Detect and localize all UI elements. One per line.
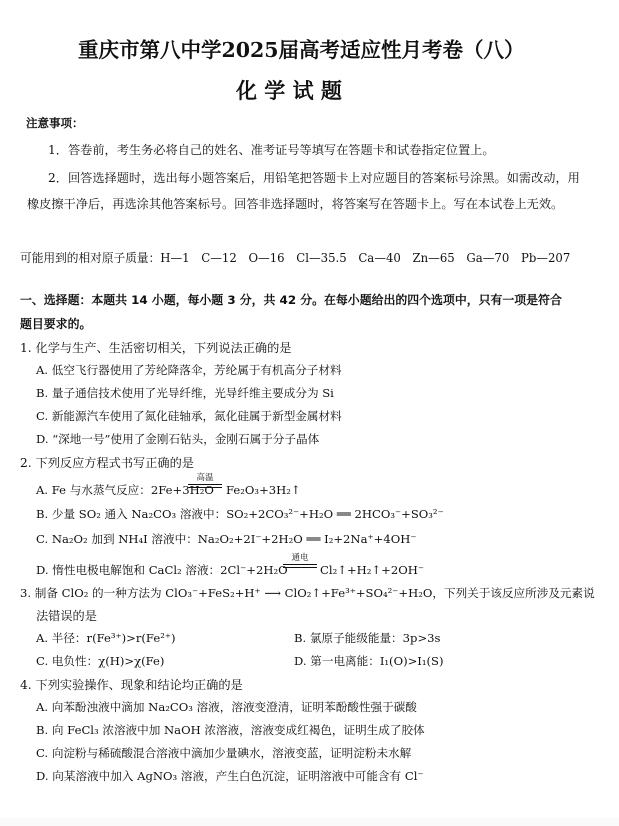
question-2-d-condition-arrow xyxy=(283,554,317,568)
question-1-option-c: C. 新能源汽车使用了氮化硅轴承，氮化硅属于新型金属材料 xyxy=(36,409,342,423)
question-2-stem: 2. 下列反应方程式书写正确的是 xyxy=(20,456,194,470)
question-1-stem: 1. 化学与生产、生活密切相关，下列说法正确的是 xyxy=(20,341,292,355)
question-2-option-b: B. 少量 SO₂ 通入 Na₂CO₃ 溶液中：SO₂+2CO₃²⁻+H₂O ══ 2HCO₃⁻+SO₃²⁻ xyxy=(36,507,444,521)
question-2-option-a: A. Fe 与水蒸气反应：2Fe+3H₂O xyxy=(36,483,214,497)
question-1-option-d: D. “深地一号”使用了金刚石钻头，金刚石属于分子晶体 xyxy=(36,432,320,446)
atomic-masses: 可能用到的相对原子质量：H—1 C—12 O—16 Cl—35.5 Ca—40 Zn—65 Ga—70 Pb—207 xyxy=(20,251,571,265)
equal-sign-icon xyxy=(188,484,222,488)
question-3-option-a: A. 半径：r(Fe³⁺)>r(Fe²⁺) xyxy=(36,631,176,645)
question-4-option-c: C. 向淀粉与稀硫酸混合溶液中滴加少量碘水，溶液变蓝，证明淀粉未水解 xyxy=(36,746,412,760)
question-2-option-c: C. Na₂O₂ 加到 NH₄I 溶液中：Na₂O₂+2I⁻+2H₂O ══ I₂+2Na⁺+4OH⁻ xyxy=(36,532,417,546)
question-3-option-c: C. 电负性：χ(H)>χ(Fe) xyxy=(36,654,165,668)
question-4-option-d: D. 向某溶液中加入 AgNO₃ 溶液，产生白色沉淀，证明溶液中可能含有 Cl⁻ xyxy=(36,769,424,783)
question-2-option-d-products: Cl₂↑+H₂↑+2OH⁻ xyxy=(320,563,424,577)
question-4-stem: 4. 下列实验操作、现象和结论均正确的是 xyxy=(20,678,243,692)
question-4-option-b: B. 向 FeCl₃ 浓溶液中加 NaOH 浓溶液，溶液变成红褐色，证明生成了胶体 xyxy=(36,723,425,737)
question-2-a-condition: 高温 xyxy=(196,473,214,483)
section-heading-cont: 题目要求的。 xyxy=(20,317,92,331)
question-1-option-b: B. 量子通信技术使用了光导纤维，光导纤维主要成分为 Si xyxy=(36,386,334,400)
question-2-option-d: D. 惰性电极电解饱和 CaCl₂ 溶液：2Cl⁻+2H₂O xyxy=(36,563,288,577)
question-3-stem-cont: 法错误的是 xyxy=(36,609,97,623)
question-3-stem: 3. 制备 ClO₂ 的一种方法为 ClO₃⁻+FeS₂+H⁺ ⟶ ClO₂↑+Fe³⁺+SO₄²⁻+H₂O，下列关于该反应所涉及元素说 xyxy=(20,586,595,600)
question-2-a-condition-arrow xyxy=(188,474,222,488)
notice-item-2-cont: 橡皮擦干净后，再选涂其他答案标号。回答非选择题时，将答案写在答题卡上。写在本试卷上无效。 xyxy=(27,197,564,211)
notice-item-2: 2．回答选择题时，选出每小题答案后，用铅笔把答题卡上对应题目的答案标号涂黑。如需改动，用 xyxy=(48,171,580,185)
notice-item-1: 1．答卷前，考生务必将自己的姓名、准考证号等填写在答题卡和试卷指定位置上。 xyxy=(48,143,495,157)
question-1-option-a: A. 低空飞行器使用了芳纶降落伞，芳纶属于有机高分子材料 xyxy=(36,363,342,377)
question-3-option-b: B. 氯原子能级能量：3p>3s xyxy=(294,631,441,645)
question-3-option-d: D. 第一电离能：I₁(O)>I₁(S) xyxy=(294,654,444,668)
equal-sign-icon xyxy=(283,564,317,568)
question-2-d-condition: 通电 xyxy=(291,553,309,563)
question-2-option-a-products: Fe₂O₃+3H₂↑ xyxy=(226,483,301,497)
notice-heading: 注意事项： xyxy=(26,116,84,130)
section-heading: 一、选择题：本题共 14 小题，每小题 3 分，共 42 分。在每小题给出的四个选项中，只有一项是符合 xyxy=(20,293,562,307)
question-4-option-a: A. 向苯酚浊液中滴加 Na₂CO₃ 溶液，溶液变澄清，证明苯酚酸性强于碳酸 xyxy=(36,700,417,714)
subject-title: 化 学 试 题 xyxy=(236,78,342,103)
page-bottom-edge xyxy=(0,818,619,826)
exam-title: 重庆市第八中学2025届高考适应性月考卷（八） xyxy=(78,38,525,62)
